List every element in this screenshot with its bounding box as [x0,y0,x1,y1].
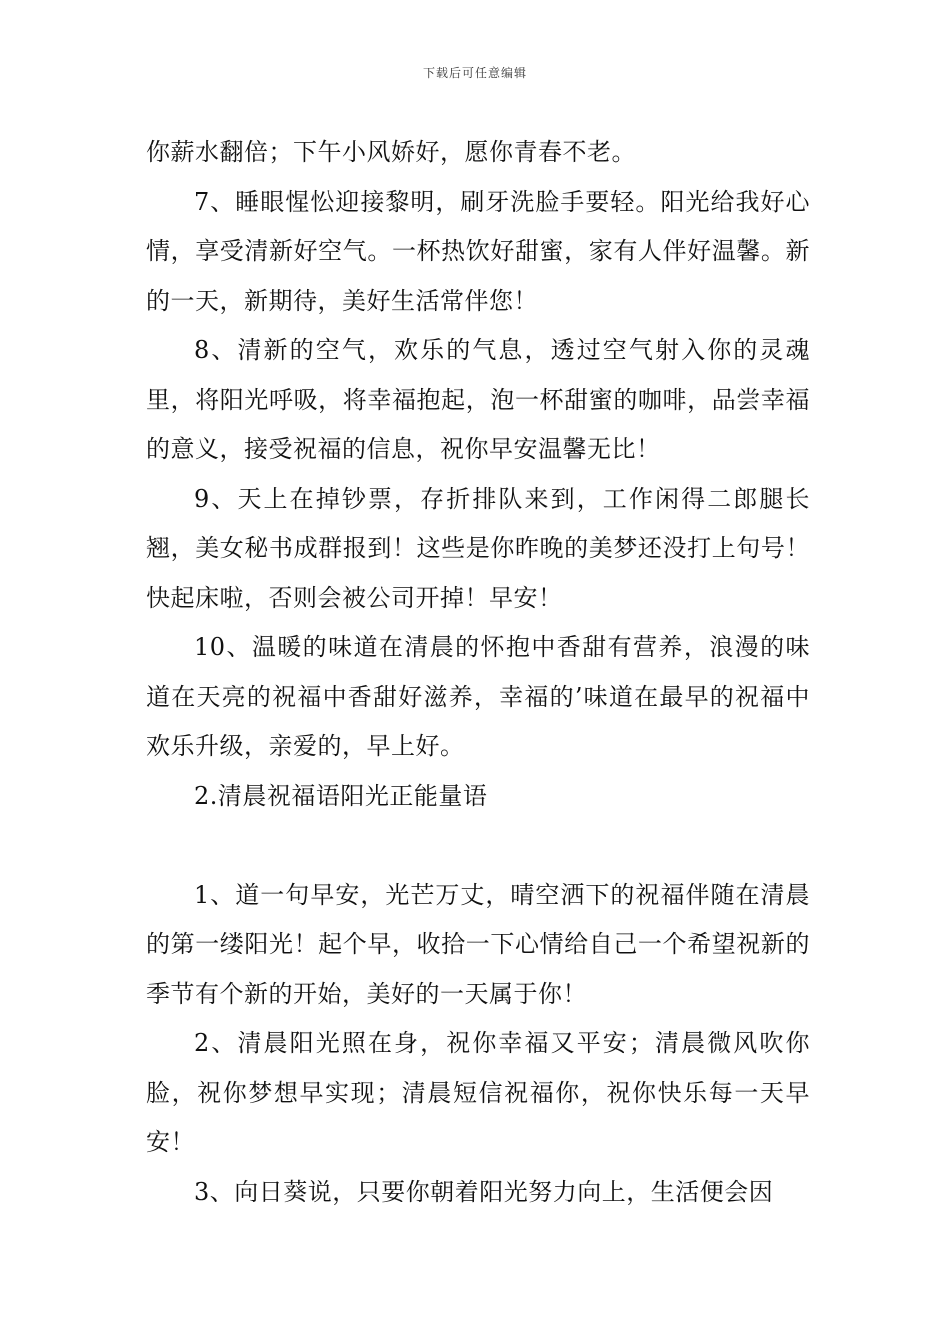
page-header: 下载后可任意编辑 [422,66,527,80]
paragraph-item-10: 10、温暖的味道在清晨的怀抱中香甜有营养，浪漫的味道在天亮的祝福中香甜好滋养，幸福的’味道在最早的祝福中欢乐升级，亲爱的，早上好。 [146,633,810,760]
section-heading: 2.清晨祝福语阳光正能量语 [194,781,488,810]
paragraph-section-item-1: 1、道一句早安，光芒万丈，晴空洒下的祝福伴随在清晨的第一缕阳光！起个早，收拾一下心情给自己一个希望祝新的季节有个新的开始，美好的一天属于你！ [146,880,810,1008]
paragraph-section-item-2: 2、清晨阳光照在身，祝你幸福又平安；清晨微风吹你脸，祝你梦想早实现；清晨短信祝福你，祝你快乐每一天早安！ [146,1029,810,1156]
document-body [146,128,810,1217]
paragraph-item-7: 7、睡眼惺忪迎接黎明，刷牙洗脸手要轻。阳光给我好心情，享受清新好空气。一杯热饮好甜蜜，家有人伴好温馨。新的一天，新期待，美好生活常伴您！ [146,187,810,315]
blank-line [146,821,810,871]
paragraph-continuation: 你薪水翻倍；下午小风娇好，愿你青春不老。 [146,138,636,166]
paragraph-item-8: 8、清新的空气，欢乐的气息，透过空气射入你的灵魂里，将阳光呼吸，将幸福抱起，泡一杯甜蜜的咖啡，品尝幸福的意义，接受祝福的信息，祝你早安温馨无比！ [146,336,810,463]
paragraph-item-9: 9、天上在掉钞票，存折排队来到，工作闲得二郎腿长翘，美女秘书成群报到！这些是你昨晚的美梦还没打上句号！快起床啦，否则会被公司开掉！早安！ [146,484,810,612]
paragraph-section-item-3: 3、向日葵说，只要你朝着阳光努力向上，生活便会因 [194,1177,774,1206]
